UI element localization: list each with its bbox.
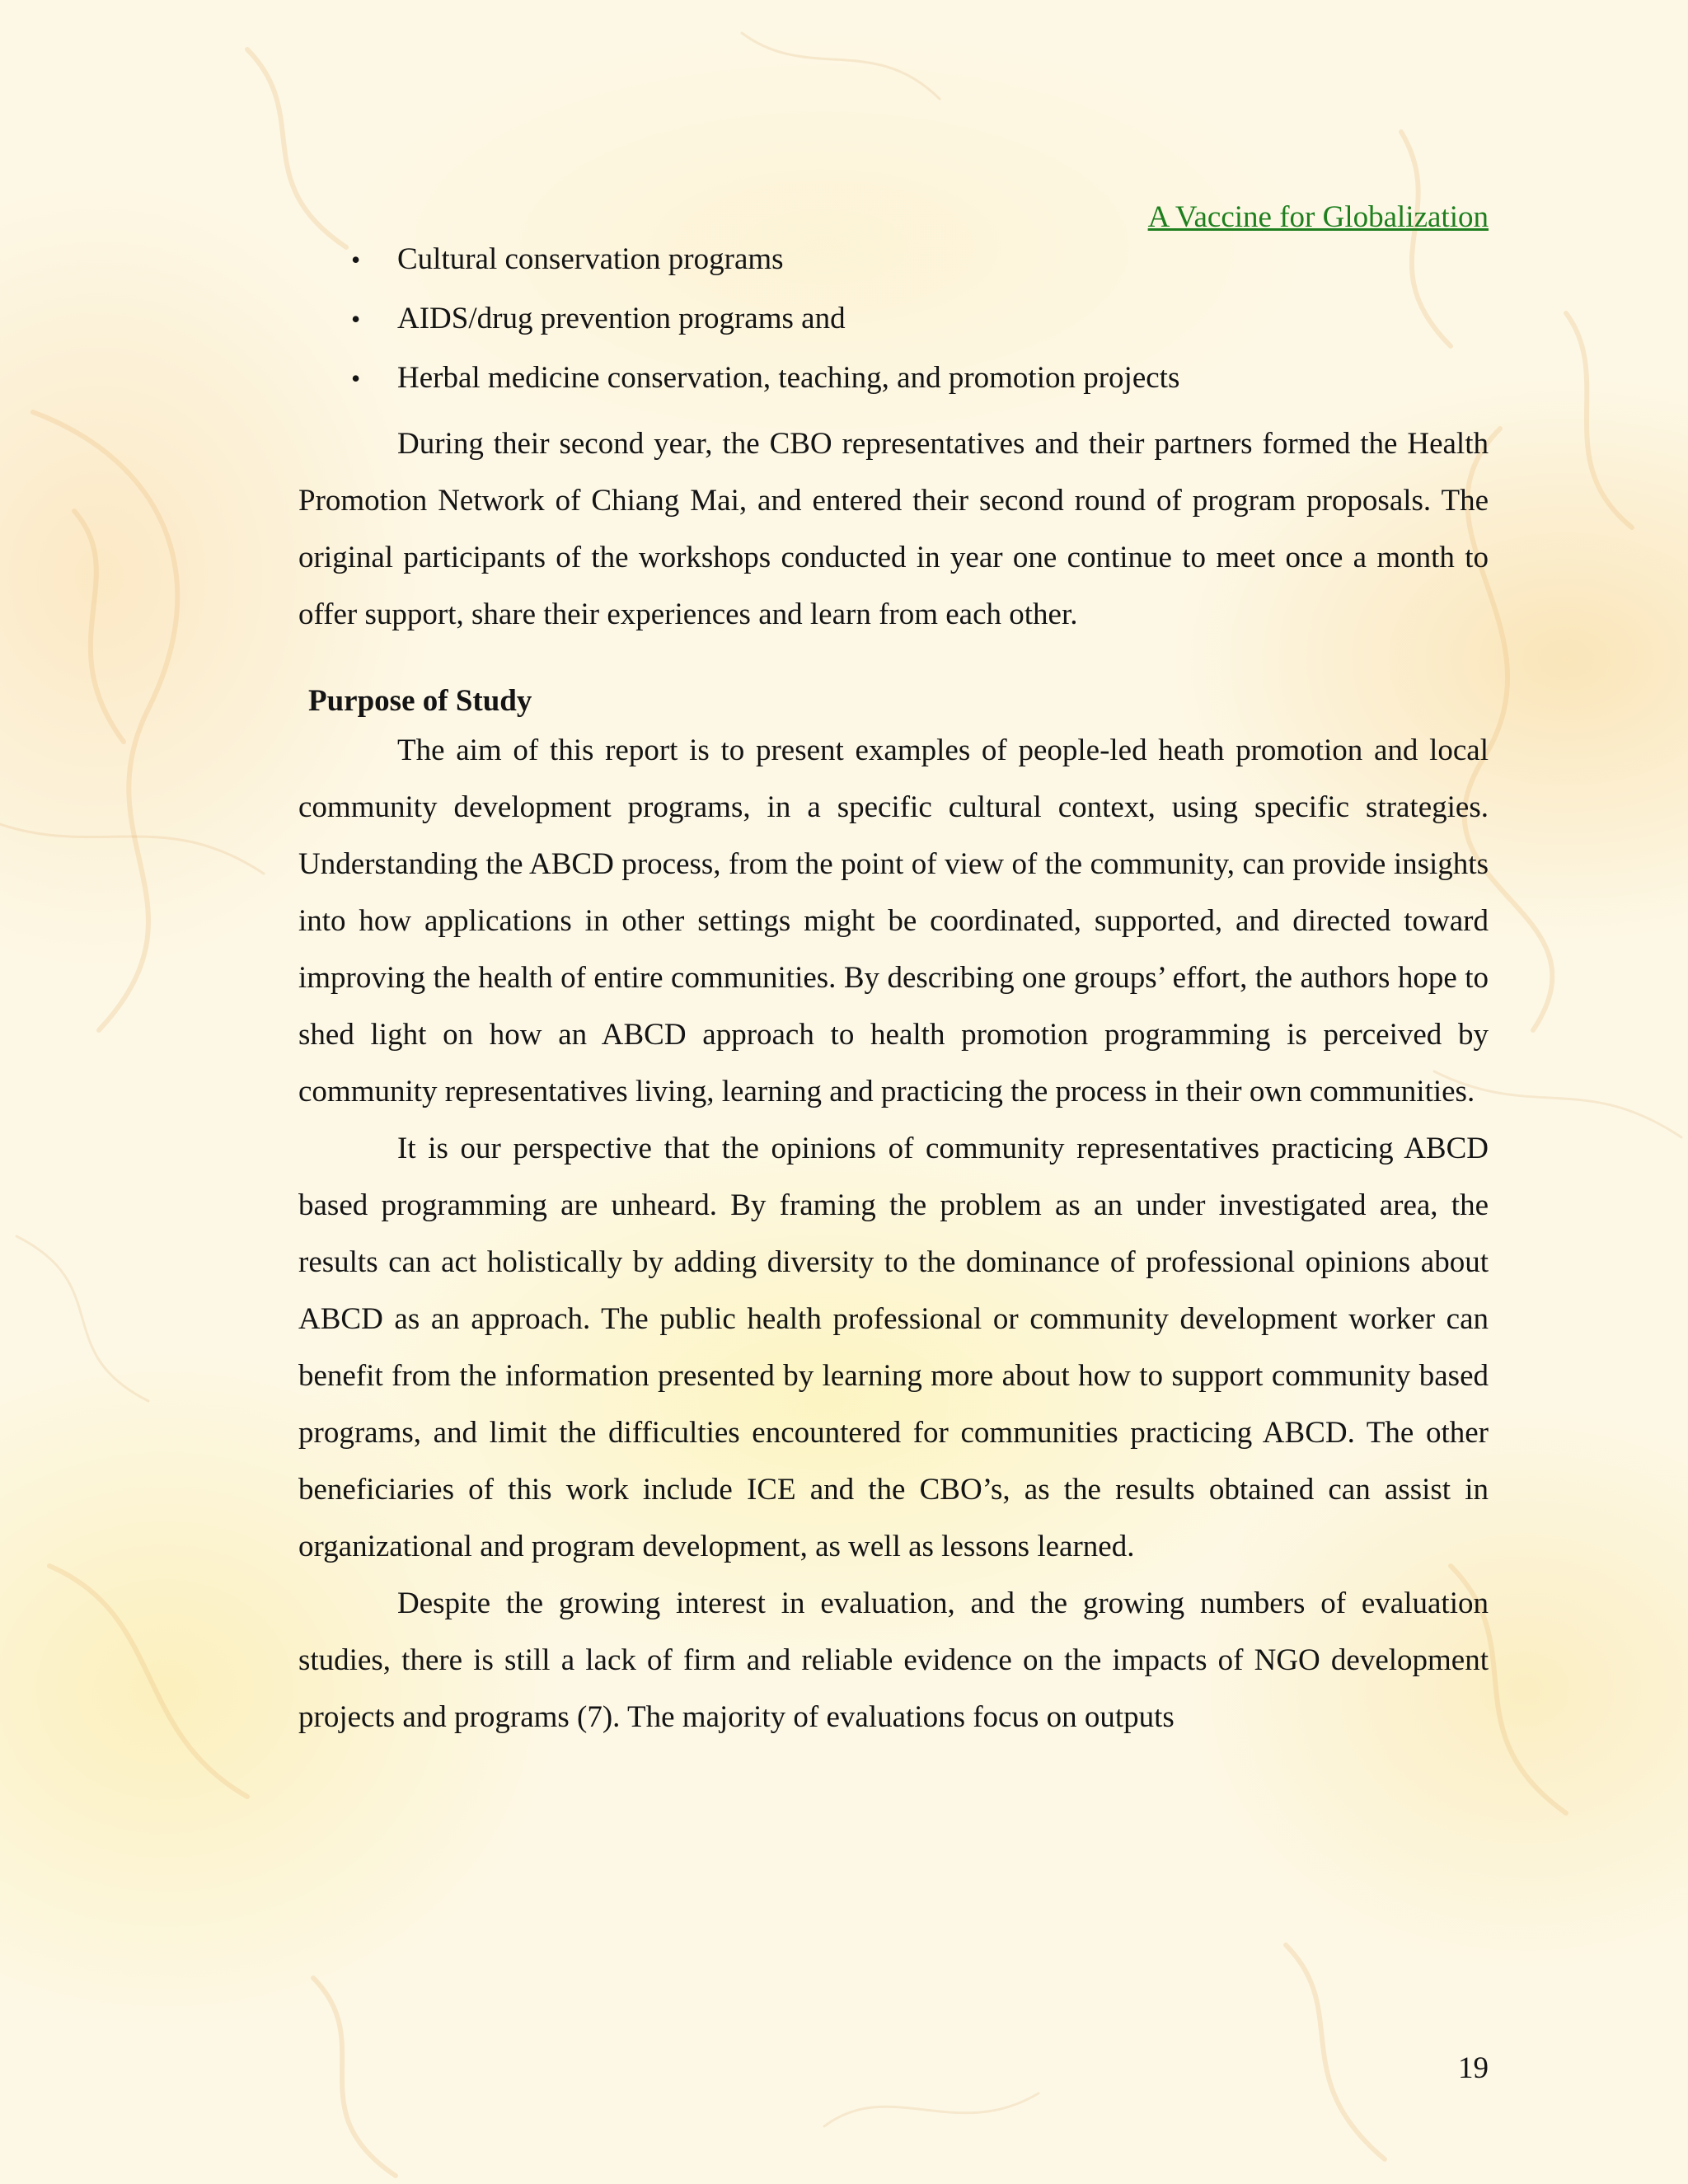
list-item-text: Herbal medicine conservation, teaching, and promotion projects [397,361,1180,395]
list-item-text: Cultural conservation programs [397,242,784,276]
list-item [298,297,1489,356]
section-heading: Purpose of Study [308,684,532,718]
list-item [298,356,1489,415]
paragraph-health-promotion-network: During their second year, the CBO representatives and their partners formed the Health Promotion Network of Chiang Mai, and entered their second round of program proposals. The original participants of the workshops conducted in year one continue to meet once a month to offer support, share their experiences and learn from each other. [298,427,1489,631]
bullet-icon: • [351,304,361,334]
paragraph-perspective: It is our perspective that the opinions of community representatives practicing ABCD based programming are unheard. By framing the problem as an under investigated area, the results can act holistically by adding diversity to the dominance of professional opinions about ABCD as an approach. The public health professional or community development worker can benefit from the information presented by learning more about how to support community based programs, and limit the difficulties encountered for communities practicing ABCD. The other beneficiaries of this work include ICE and the CBO’s, as the results obtained can assist in organizational and program development, as well as lessons learned. [298,1132,1489,1563]
bullet-icon: • [351,363,361,393]
page-body [298,237,1489,1746]
list-item [298,237,1489,297]
page-number: 19 [1458,2051,1489,2085]
paragraph-evaluation: Despite the growing interest in evaluation, and the growing numbers of evaluation studies, there is still a lack of firm and reliable evidence on the impacts of NGO development projects and programs (7). The majority of evaluations focus on outputs [298,1586,1489,1734]
paragraph-aim: The aim of this report is to present examples of people-led heath promotion and local community development programs, in a specific cultural context, using specific strategies. Understanding the ABCD process, from the point of view of the community, can provide insights into how applications in other settings might be coordinated, supported, and directed toward improving the health of entire communities. By describing one groups’ effort, the authors hope to shed light on how an ABCD approach to health promotion programming is perceived by community representatives living, learning and practicing the process in their own communities. [298,733,1489,1108]
running-header-title: A Vaccine for Globalization [1147,200,1489,234]
program-bullet-list [298,237,1489,415]
list-item-text: AIDS/drug prevention programs and [397,302,846,335]
bullet-icon: • [351,245,361,274]
